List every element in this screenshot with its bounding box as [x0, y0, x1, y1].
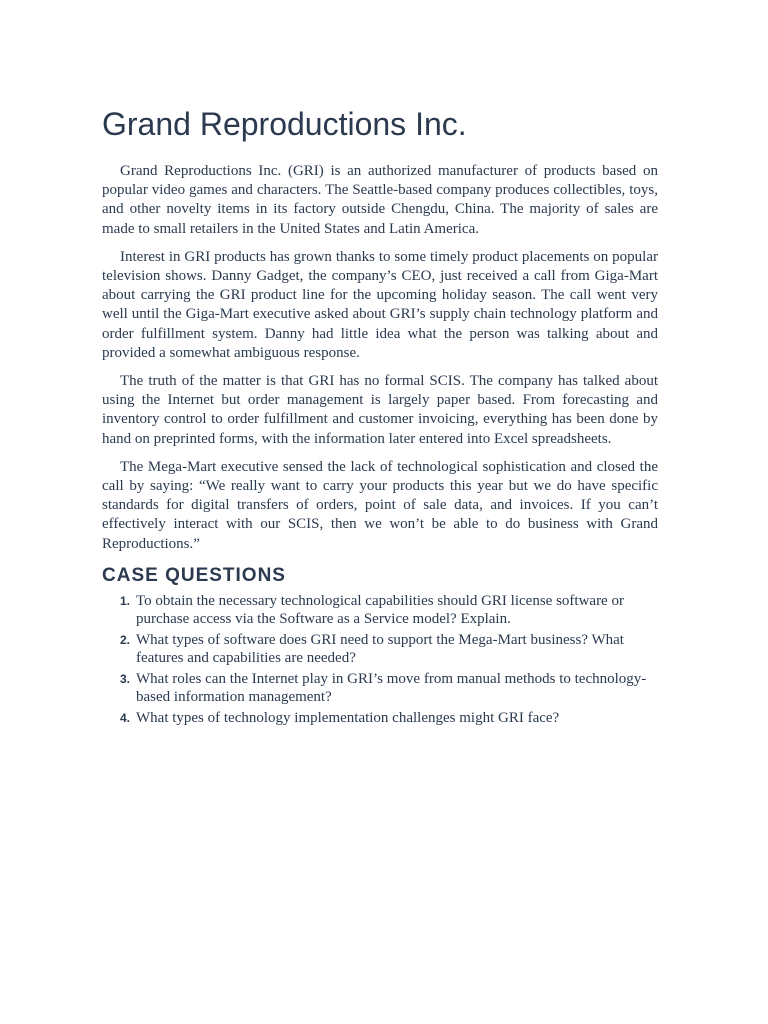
case-questions-heading: CASE QUESTIONS	[102, 564, 286, 586]
paragraph-intro: Grand Reproductions Inc. (GRI) is an authorized manufacturer of products based on popular video games and characters. The Seattle-based company produces collectibles, toys, and other novelty items in its factory outside Chengdu, China. The majority of sales are made to small retailers in the United States and Latin America.	[102, 163, 658, 237]
question-number: 1.	[119, 593, 130, 608]
case-body	[102, 162, 658, 554]
paragraph-mega-mart-closing: The Mega-Mart executive sensed the lack of technological sophistication and closed the call by saying: “We really want to carry your products this year but we do have specific standards for digital transfers of orders, point of sale data, and invoices. If you can’t effectively interact with our SCIS, then we won’t be able to do business with Grand Reproductions.”	[102, 458, 658, 552]
question-text: To obtain the necessary technological capabilities should GRI license software or purchase access via the Software as a Service model? Explain.	[136, 592, 624, 627]
question-number: 3.	[119, 671, 130, 686]
document-title: Grand Reproductions Inc.	[102, 106, 467, 142]
case-question-item	[102, 709, 658, 728]
question-number: 4.	[119, 710, 130, 725]
document-page	[102, 104, 658, 731]
question-text: What types of technology implementation challenges might GRI face?	[136, 709, 560, 726]
paragraph-giga-mart-call: Interest in GRI products has grown thanks to some timely product placements on popular television shows. Danny Gadget, the company’s CEO, just received a call from Giga-Mart about carrying the GRI product line for the upcoming holiday season. The call went very well until the Giga-Mart executive asked about GRI’s supply chain technology platform and order fulfillment system. Danny had little idea what the person was talking about and provided a somewhat ambiguous response.	[102, 248, 658, 361]
question-number: 2.	[119, 632, 130, 647]
question-text: What types of software does GRI need to support the Mega-Mart business? What features and capabilities are needed?	[136, 631, 624, 666]
case-questions-list	[102, 592, 658, 728]
case-question-item	[102, 670, 658, 706]
question-text: What roles can the Internet play in GRI’s move from manual methods to technology-based information management?	[136, 670, 647, 705]
paragraph-no-scis: The truth of the matter is that GRI has no formal SCIS. The company has talked about using the Internet but order management is largely paper based. From forecasting and inventory control to order fulfillment and customer invoicing, everything has been done by hand on preprinted forms, with the information later entered into Excel spreadsheets.	[102, 373, 658, 447]
case-question-item	[102, 592, 658, 628]
case-question-item	[102, 631, 658, 667]
